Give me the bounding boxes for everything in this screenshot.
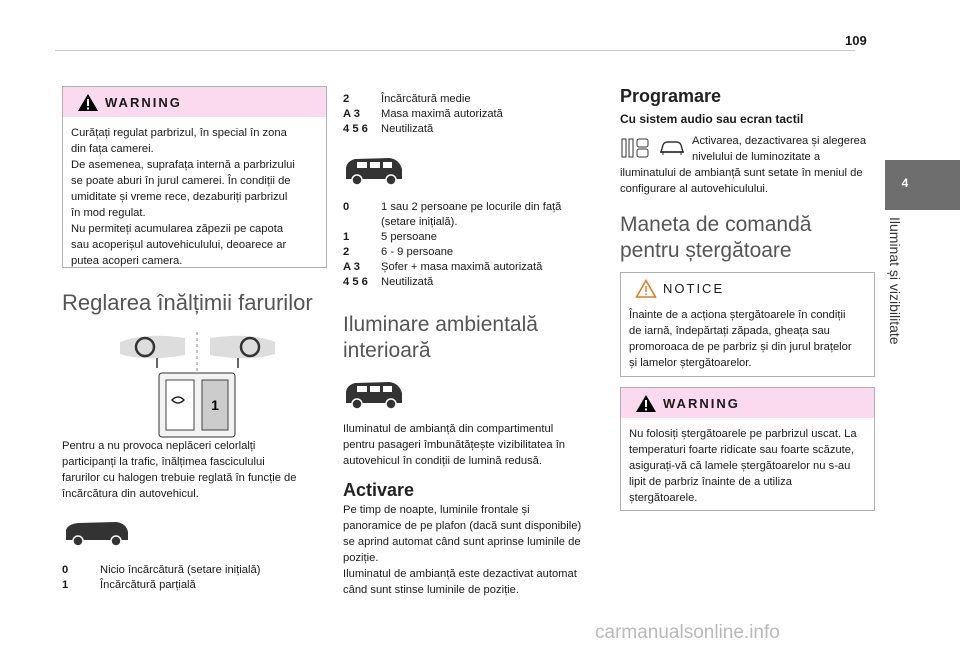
headlamp-dial-icon bbox=[158, 372, 236, 438]
warning-triangle-icon-2 bbox=[635, 394, 657, 413]
load-list-1: 0 Nicio încărcătură (setare inițială) 1 Încărcătură parțială bbox=[62, 564, 261, 591]
minivan-icon-2 bbox=[343, 377, 405, 412]
warning-text: Curățați regulat parbrizul, în special în zona din fața camerei. De asemenea, suprafața internă a parbrizului se poate aburi în jurul camerei. În condiții de umiditate și vreme rece, dezaburiți parbrizul în mod regulat. Nu permiteți acumularea zăpezii pe capota sau acoperișul autovehiculului, deoarece ar putea acoperi camera. bbox=[71, 127, 295, 267]
chapter-title: Iluminat și vizibilitate bbox=[887, 217, 903, 345]
warning-label-2: WARNING bbox=[663, 396, 740, 411]
section-title-ambient: Iluminare ambientală interioară bbox=[343, 313, 538, 362]
headlamp-description: Pentru a nu provoca neplăceri celorlalți participanți la trafic, înălțimea fasciculului farurilor cu halogen trebuie reglată în funcție de încărcătura din autovehicul. bbox=[62, 440, 297, 500]
watermark: carmanualsonline.info bbox=[595, 622, 780, 643]
warning-header-2 bbox=[621, 388, 874, 418]
minivan-icon bbox=[343, 153, 405, 188]
programare-text: iluminatului de ambianță sunt setate în meniul de configurare al autovehiculului. bbox=[620, 167, 863, 195]
warning-header bbox=[63, 87, 326, 117]
subsection-title-activare: Activare bbox=[343, 480, 415, 500]
notice-triangle-icon bbox=[635, 279, 657, 298]
car-front-icon bbox=[658, 138, 686, 158]
subsection-title-programare: Programare bbox=[620, 86, 722, 106]
section-title-headlamp: Reglarea înălțimii farurilor bbox=[62, 290, 313, 315]
load-list-2: 2 Încărcătură medie A 3 Masa maximă autorizată 4 5 6 Neutilizată bbox=[343, 93, 503, 135]
van-icon bbox=[62, 518, 132, 548]
beam-illustration-icon bbox=[115, 330, 280, 375]
notice-header bbox=[621, 273, 874, 303]
notice-label: NOTICE bbox=[663, 281, 725, 296]
settings-menu-icon bbox=[620, 136, 650, 160]
programare-subtitle: Cu sistem audio sau ecran tactil bbox=[620, 112, 804, 126]
warning-box-wipers bbox=[620, 387, 875, 511]
page-number: 109 bbox=[845, 33, 867, 48]
load-list-3: 0 1 sau 2 persoane pe locurile din față (setare inițială). 1 5 persoane 2 6 - 9 persoane A 3 Șofer + masa maximă autorizată 4 5 6 Neutilizată bbox=[343, 201, 562, 288]
section-title-wipers: Maneta de comandă pentru ștergătoare bbox=[620, 213, 812, 262]
chapter-number: 4 bbox=[901, 176, 909, 190]
programare-text-indent: Activarea, dezactivarea și alegerea nivelului de luminozitate a bbox=[692, 135, 867, 163]
activare-description: Pe timp de noapte, luminile frontale și panoramice de pe plafon (dacă sunt disponibile) se aprind automat când sunt aprinse luminile de poziție. Iluminatul de ambianță este dezactivat automat când sunt stinse luminile de poziție. bbox=[343, 504, 582, 596]
warning-text-2: Nu folosiți ștergătoarele pe parbrizul uscat. La temperaturi foarte ridicate sau foarte scăzute, asigurați-vă că lamele ștergătoarelor nu s-au lipit de parbriz înainte de a utiliza ștergătoarele. bbox=[629, 428, 857, 504]
warning-triangle-icon bbox=[77, 93, 99, 112]
notice-box bbox=[620, 272, 875, 377]
header-rule bbox=[55, 50, 855, 51]
warning-label: WARNING bbox=[105, 95, 182, 110]
svg-text:1: 1 bbox=[211, 397, 219, 413]
warning-box-camera bbox=[62, 86, 327, 268]
notice-text: Înainte de a acționa ștergătoarele în condiții de iarnă, îndepărtați zăpada, gheața sau promoroaca de pe parbriz și din jurul brațelor și lamelor ștergătoarelor. bbox=[629, 309, 852, 369]
ambient-description: Iluminatul de ambianță din compartimentul pentru pasageri îmbunătățește vizibilitatea în autovehicul în condiții de lumină redusă. bbox=[343, 423, 566, 467]
